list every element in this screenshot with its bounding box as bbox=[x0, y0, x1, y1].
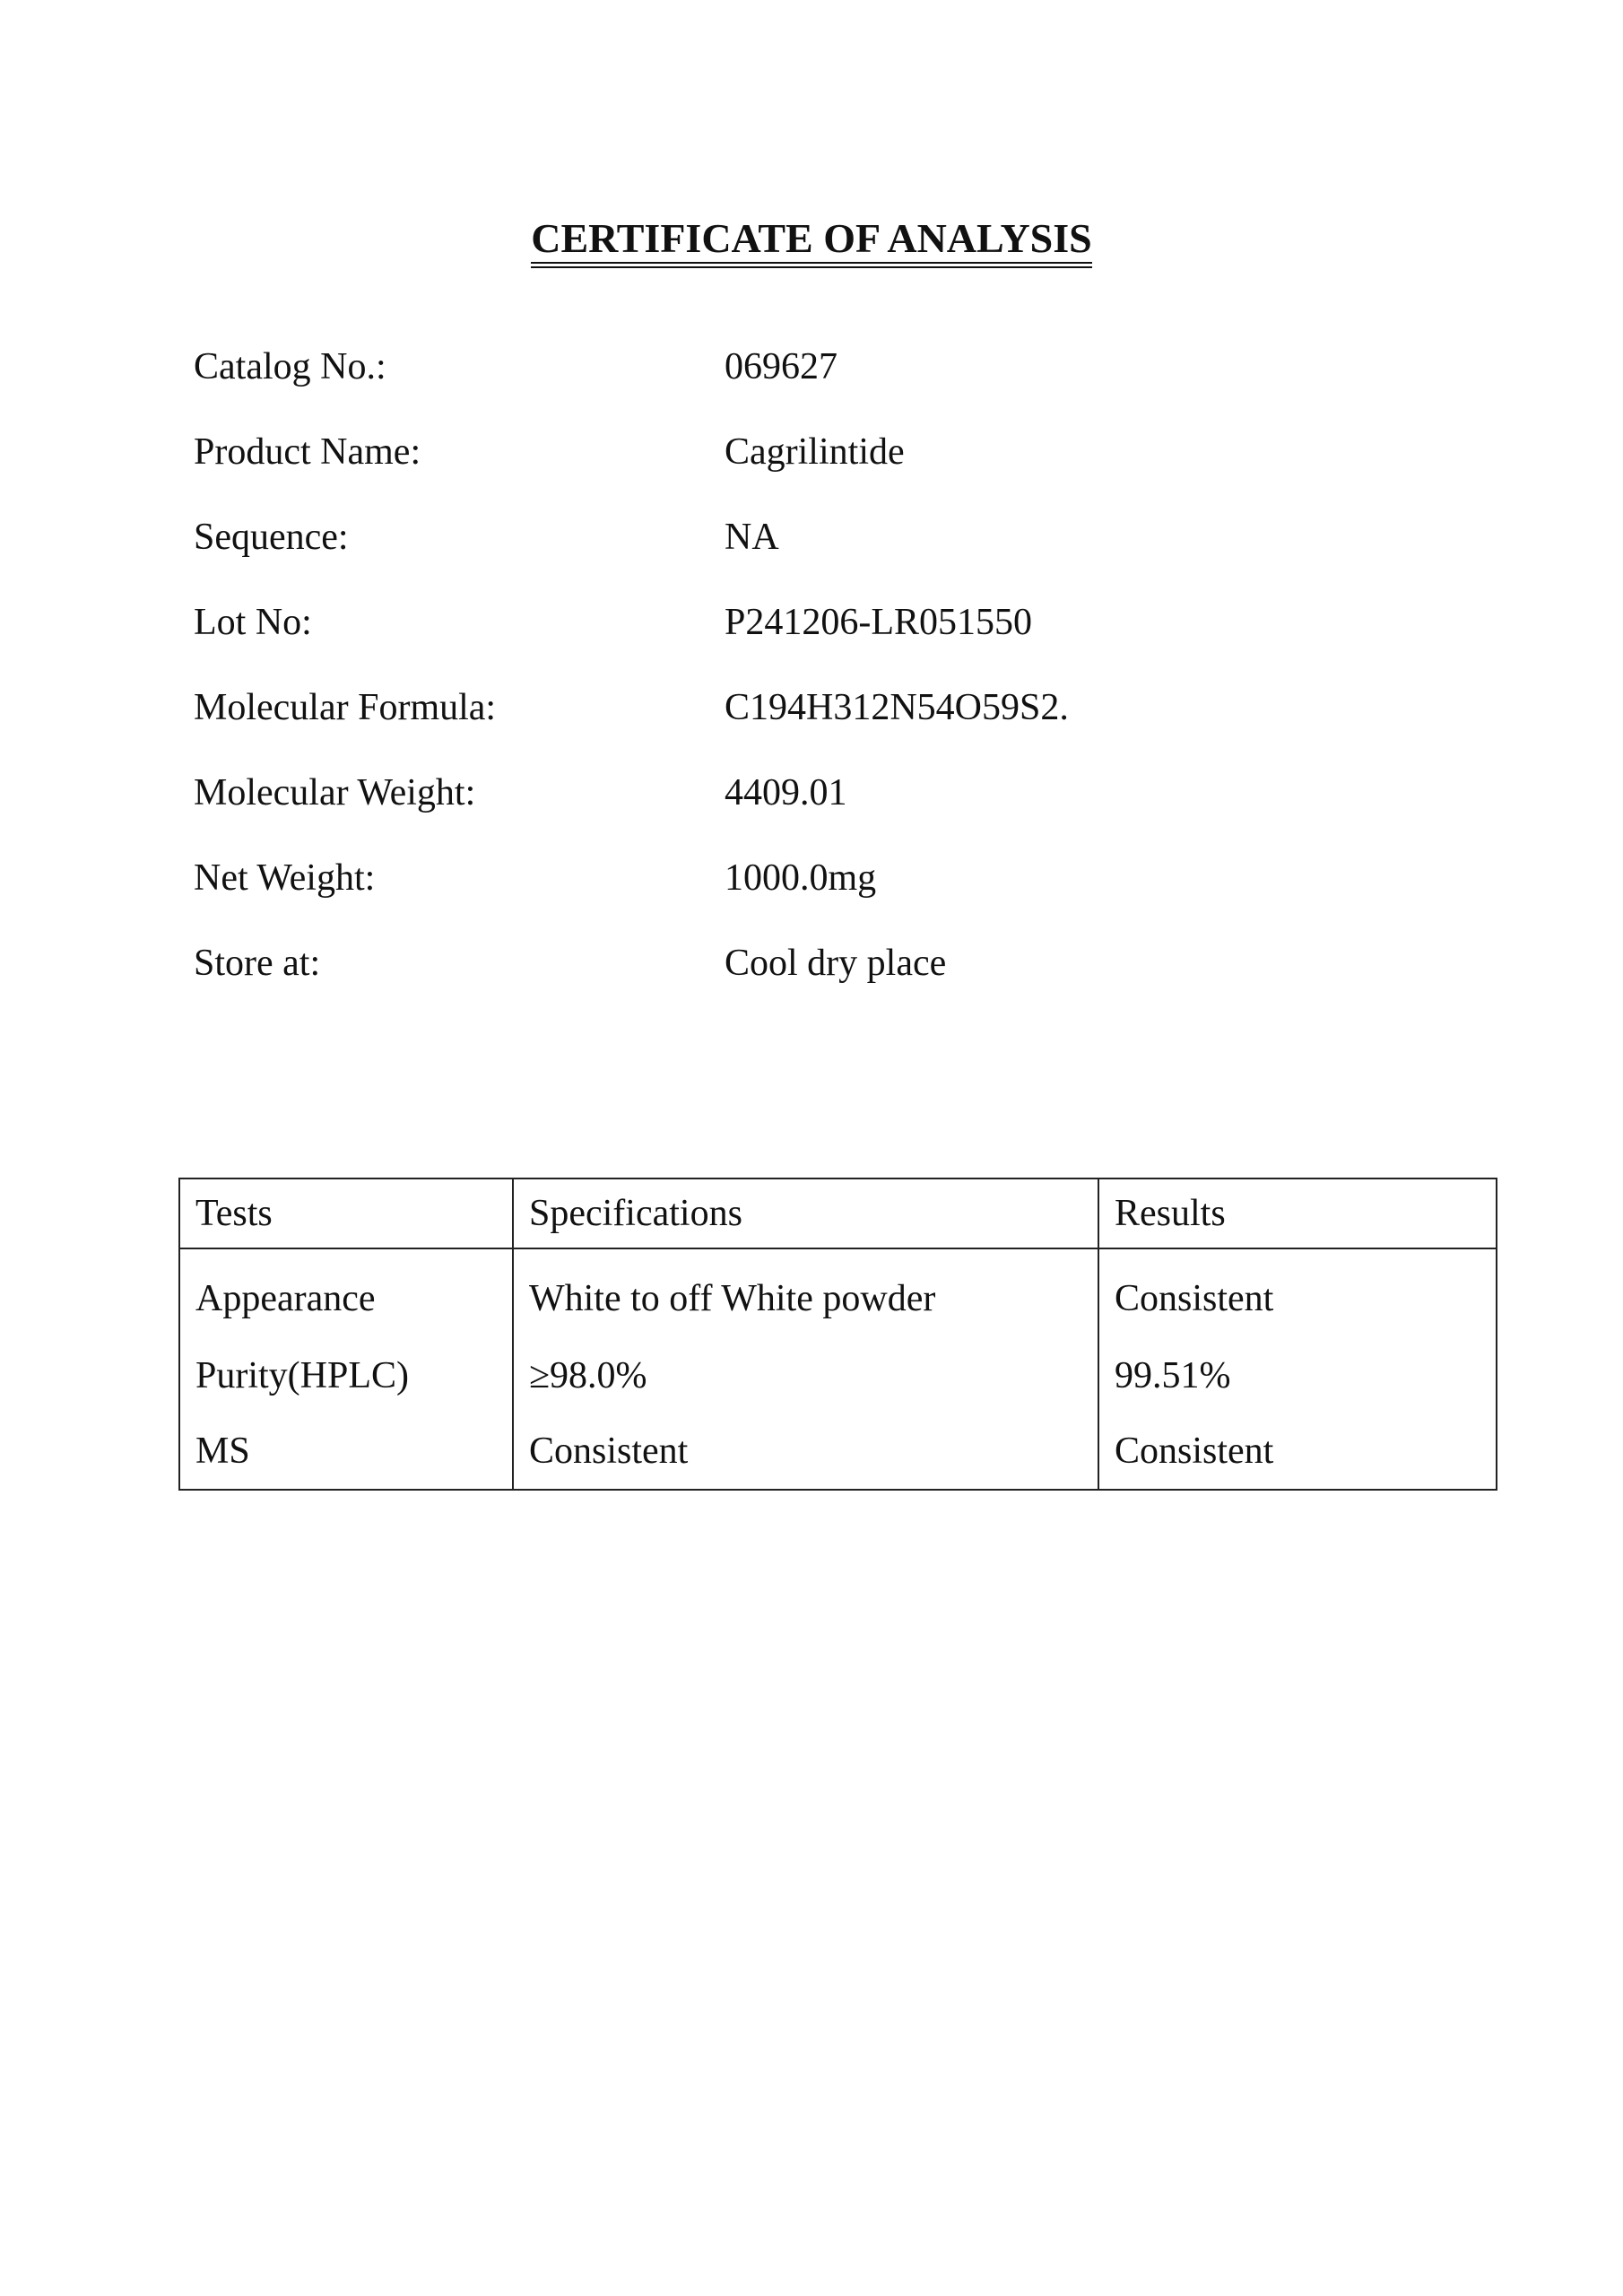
cell-test: MS bbox=[179, 1413, 513, 1490]
info-label: Store at: bbox=[194, 943, 321, 984]
info-value: 4409.01 bbox=[725, 772, 847, 813]
document-title-text: CERTIFICATE OF ANALYSIS bbox=[531, 216, 1092, 268]
table-row bbox=[179, 1413, 1497, 1490]
info-value: Cagrilintide bbox=[725, 431, 905, 473]
info-row-product-name bbox=[0, 425, 1623, 479]
header-tests: Tests bbox=[179, 1178, 513, 1248]
cell-specification: Consistent bbox=[513, 1413, 1098, 1490]
info-value: P241206-LR051550 bbox=[725, 602, 1033, 643]
cell-specification: ≥98.0% bbox=[513, 1337, 1098, 1413]
cell-result: Consistent bbox=[1098, 1248, 1497, 1337]
info-value: Cool dry place bbox=[725, 943, 947, 984]
info-value: NA bbox=[725, 517, 779, 558]
cell-specification: White to off White powder bbox=[513, 1248, 1098, 1337]
info-row-molecular-weight bbox=[0, 766, 1623, 820]
info-row-lot-no bbox=[0, 596, 1623, 649]
table-row bbox=[179, 1337, 1497, 1413]
info-label: Molecular Formula: bbox=[194, 687, 497, 728]
info-value: C194H312N54O59S2. bbox=[725, 687, 1069, 728]
info-value: 1000.0mg bbox=[725, 857, 877, 899]
table-row bbox=[179, 1248, 1497, 1337]
test-results-table bbox=[178, 1178, 1497, 1491]
cell-test: Purity(HPLC) bbox=[179, 1337, 513, 1413]
info-label: Lot No: bbox=[194, 602, 312, 643]
header-specifications: Specifications bbox=[513, 1178, 1098, 1248]
info-label: Sequence: bbox=[194, 517, 349, 558]
info-label: Catalog No.: bbox=[194, 346, 386, 387]
info-row-catalog-no bbox=[0, 340, 1623, 394]
info-label: Net Weight: bbox=[194, 857, 376, 899]
info-row-molecular-formula bbox=[0, 681, 1623, 735]
table-header-row bbox=[179, 1178, 1497, 1248]
product-info bbox=[0, 0, 1623, 1076]
cell-test: Appearance bbox=[179, 1248, 513, 1337]
info-label: Molecular Weight: bbox=[194, 772, 476, 813]
info-label: Product Name: bbox=[194, 431, 421, 473]
info-row-net-weight bbox=[0, 851, 1623, 905]
header-results: Results bbox=[1098, 1178, 1497, 1248]
cell-result: 99.51% bbox=[1098, 1337, 1497, 1413]
info-row-store-at bbox=[0, 936, 1623, 990]
info-row-sequence bbox=[0, 510, 1623, 564]
cell-result: Consistent bbox=[1098, 1413, 1497, 1490]
info-value: 069627 bbox=[725, 346, 838, 387]
